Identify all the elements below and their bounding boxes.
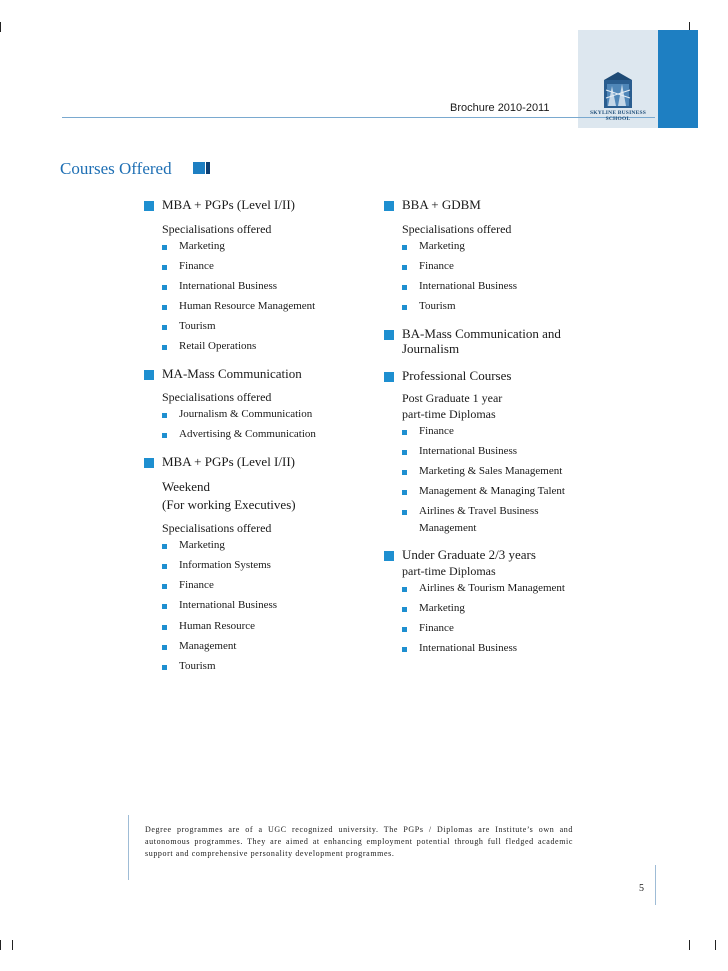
bullet-icon <box>162 604 167 609</box>
list-item: Retail Operations <box>179 340 256 352</box>
list-item: Airlines & Travel Business <box>419 505 538 517</box>
bullet-icon <box>402 285 407 290</box>
list-item: Finance <box>419 425 454 437</box>
page-rule <box>655 865 656 905</box>
school-logo-icon <box>598 70 638 110</box>
crop-mark <box>12 940 13 950</box>
bullet-icon <box>162 305 167 310</box>
title-bar-icon <box>206 162 210 174</box>
section-title: Courses Offered <box>60 159 172 178</box>
crop-mark <box>715 940 716 950</box>
list-item: International Business <box>179 599 277 611</box>
list-item: Marketing <box>179 240 225 252</box>
title-square-icon <box>193 162 205 174</box>
list-item: Marketing <box>179 539 225 551</box>
list-item: Tourism <box>179 660 216 672</box>
list-item: Finance <box>419 622 454 634</box>
bullet-icon <box>402 245 407 250</box>
bullet-icon <box>162 345 167 350</box>
weekend-note: (For working Executives) <box>162 497 296 512</box>
course-heading: BBA + GDBM <box>402 197 481 213</box>
crop-mark <box>0 22 1 32</box>
header-accent-strip <box>658 30 698 128</box>
bullet-icon <box>402 607 407 612</box>
weekend-label: Weekend <box>162 479 211 494</box>
course-subtitle: Post Graduate 1 year <box>402 391 503 405</box>
bullet-icon <box>402 490 407 495</box>
heading-bullet-icon <box>384 551 394 561</box>
list-item: Marketing <box>419 602 465 614</box>
specialisations-label: Specialisations offered <box>162 390 272 404</box>
bullet-icon <box>162 625 167 630</box>
course-heading: Professional Courses <box>402 368 511 384</box>
specialisations-label: Specialisations offered <box>162 222 272 236</box>
list-item: Finance <box>179 579 214 591</box>
list-item: Information Systems <box>179 559 271 571</box>
bullet-icon <box>402 647 407 652</box>
bullet-icon <box>162 413 167 418</box>
heading-bullet-icon <box>384 330 394 340</box>
heading-bullet-icon <box>384 372 394 382</box>
heading-bullet-icon <box>384 201 394 211</box>
footnote-rule <box>128 815 129 880</box>
specialisations-label: Specialisations offered <box>402 222 512 236</box>
list-item: International Business <box>419 445 517 457</box>
specialisations-label: Specialisations offered <box>162 521 272 535</box>
course-heading: BA-Mass Communication and <box>402 326 561 342</box>
bullet-icon <box>162 584 167 589</box>
list-item: International Business <box>419 280 517 292</box>
bullet-icon <box>402 470 407 475</box>
brochure-label: Brochure 2010-2011 <box>450 102 550 114</box>
list-item: Human Resource <box>179 620 255 632</box>
list-item: Human Resource Management <box>179 300 315 312</box>
list-item: International Business <box>419 642 517 654</box>
school-name: SKYLINE BUSINESS SCHOOL <box>590 110 646 122</box>
bullet-icon <box>162 245 167 250</box>
list-item: Airlines & Tourism Management <box>419 582 565 594</box>
bullet-icon <box>402 510 407 515</box>
bullet-icon <box>402 587 407 592</box>
list-item: Advertising & Communication <box>179 428 316 440</box>
course-heading-cont: Journalism <box>402 341 460 356</box>
bullet-icon <box>162 665 167 670</box>
heading-bullet-icon <box>144 458 154 468</box>
page-number: 5 <box>639 883 644 894</box>
bullet-icon <box>162 564 167 569</box>
crop-mark <box>0 940 1 950</box>
header-rule <box>62 117 655 118</box>
course-heading: Under Graduate 2/3 years <box>402 547 536 563</box>
list-item: Marketing <box>419 240 465 252</box>
footnote-text: Degree programmes are of a UGC recognized university. The PGPs / Diplomas are Institute’s own and autonomous programmes. They are aimed at enhancing employment potential through full fledged academic support and comprehensive personality development programmes. <box>145 825 573 858</box>
course-heading: MBA + PGPs (Level I/II) <box>162 197 295 213</box>
course-subtitle: part-time Diplomas <box>402 407 496 421</box>
bullet-icon <box>402 265 407 270</box>
bullet-icon <box>162 645 167 650</box>
bullet-icon <box>162 325 167 330</box>
list-item: Journalism & Communication <box>179 408 312 420</box>
list-item: Management <box>179 640 236 652</box>
course-heading: MA-Mass Communication <box>162 366 302 382</box>
crop-mark <box>689 940 690 950</box>
bullet-icon <box>162 544 167 549</box>
list-item: Tourism <box>419 300 456 312</box>
list-item: Management & Managing Talent <box>419 485 565 497</box>
bullet-icon <box>162 265 167 270</box>
heading-bullet-icon <box>144 201 154 211</box>
course-heading: MBA + PGPs (Level I/II) <box>162 454 295 470</box>
bullet-icon <box>162 433 167 438</box>
heading-bullet-icon <box>144 370 154 380</box>
list-item: Finance <box>179 260 214 272</box>
list-item: Marketing & Sales Management <box>419 465 562 477</box>
bullet-icon <box>402 430 407 435</box>
bullet-icon <box>402 627 407 632</box>
bullet-icon <box>402 450 407 455</box>
bullet-icon <box>402 305 407 310</box>
list-item: International Business <box>179 280 277 292</box>
list-item: Finance <box>419 260 454 272</box>
list-item: Tourism <box>179 320 216 332</box>
list-item-cont: Management <box>419 522 477 534</box>
bullet-icon <box>162 285 167 290</box>
course-subtitle: part-time Diplomas <box>402 564 496 578</box>
